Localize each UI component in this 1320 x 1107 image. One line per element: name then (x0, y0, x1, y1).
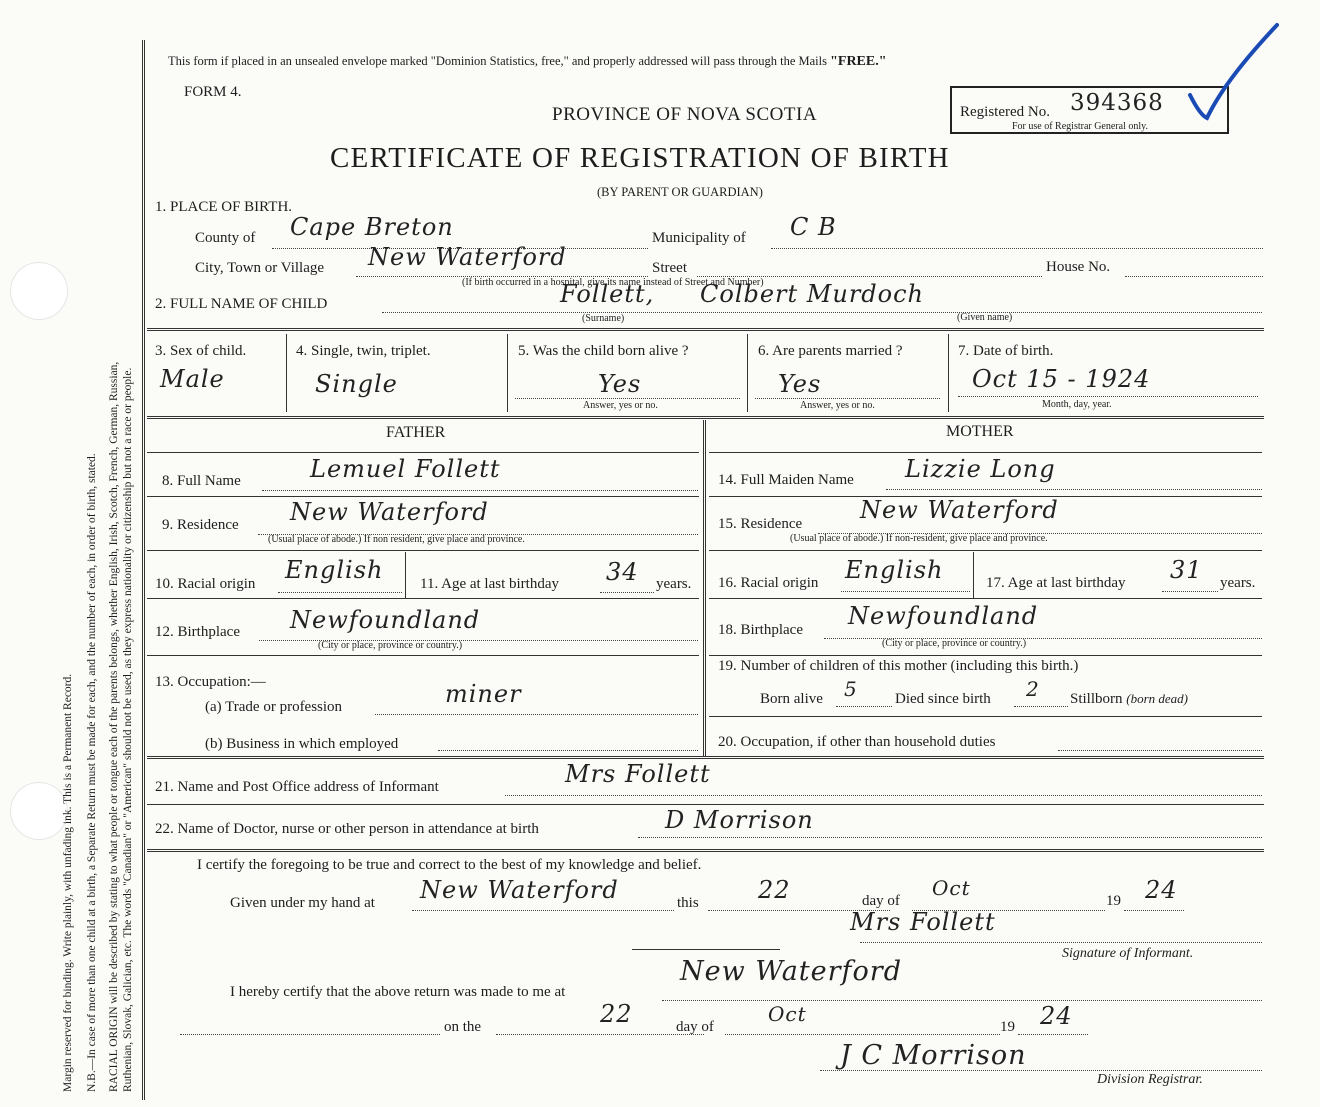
registrar-statement: I hereby certify that the above return was made to me at (230, 984, 566, 1000)
province-heading: PROVINCE OF NOVA SCOTIA (552, 104, 818, 125)
registrar-note: For use of Registrar General only. (1012, 121, 1148, 132)
registration-day: 22 (600, 1000, 633, 1028)
registrar-label: Division Registrar. (1097, 1072, 1203, 1087)
street-label: Street (652, 260, 687, 276)
registrar-place: New Waterford (680, 956, 902, 987)
municipality-label: Municipality of (652, 230, 746, 246)
married-note: Answer, yes or no. (800, 400, 875, 411)
married-label: 6. Are parents married ? (758, 343, 903, 359)
child-name-label: 2. FULL NAME OF CHILD (155, 296, 328, 312)
mother-residence-value: New Waterford (860, 496, 1059, 524)
business-label: (b) Business in which employed (205, 736, 399, 752)
parents-divider (703, 420, 706, 756)
father-name-value: Lemuel Follett (310, 455, 501, 483)
place-heading: 1. PLACE OF BIRTH. (155, 199, 293, 215)
certificate-subtitle: (BY PARENT OR GUARDIAN) (597, 185, 763, 199)
mother-birthplace-label: 18. Birthplace (718, 622, 803, 638)
father-race-label: 10. Racial origin (155, 576, 256, 592)
mail-notice: This form if placed in an unsealed envelope marked "Dominion Statistics, free," and properly addressed will pass through the Mails "FREE." (168, 54, 887, 69)
trade-label: (a) Trade or profession (205, 699, 343, 715)
doctor-value: D Morrison (665, 806, 814, 834)
single-label: 4. Single, twin, triplet. (296, 343, 431, 359)
margin-rule (142, 40, 145, 1100)
margin-note-2: N.B.—In case of more than one child at a birth, a Separate Return must be made for each, and the number of each, in order of birth, stated. (86, 453, 98, 1092)
father-age-value: 34 (606, 558, 639, 586)
dob-note: Month, day, year. (1042, 399, 1112, 410)
doctor-label: 22. Name of Doctor, nurse or other person in attendance at birth (155, 821, 539, 837)
father-name-label: 8. Full Name (162, 473, 241, 489)
father-birthplace-value: Newfoundland (290, 606, 481, 634)
father-occupation-label: 13. Occupation:— (155, 674, 266, 690)
surname-note: (Surname) (582, 313, 625, 324)
certify-statement: I certify the foregoing to be true and correct to the best of my knowledge and belief. (197, 857, 702, 873)
hospital-note: (If birth occurred in a hospital, give its name instead of Street and Number) (462, 277, 764, 288)
born-alive-label: Born alive (760, 691, 823, 707)
mother-birthplace-note: (City or place, province or country.) (882, 638, 1027, 649)
informant-value: Mrs Follett (565, 760, 711, 788)
municipality-value: C B (790, 213, 837, 241)
registration-month: Oct (768, 1002, 807, 1026)
sex-label: 3. Sex of child. (155, 343, 247, 359)
married-value: Yes (778, 370, 822, 398)
given-label: Given under my hand at (230, 895, 375, 911)
mother-occupation-label: 20. Occupation, if other than household duties (718, 734, 996, 750)
house-label: House No. (1046, 259, 1111, 275)
certificate-title: CERTIFICATE OF REGISTRATION OF BIRTH (330, 142, 950, 174)
registered-label: Registered No. (960, 104, 1050, 120)
city-value: New Waterford (368, 243, 567, 271)
sex-value: Male (160, 365, 225, 393)
mother-race-label: 16. Racial origin (718, 575, 819, 591)
mother-name-label: 14. Full Maiden Name (718, 472, 854, 488)
alive-note: Answer, yes or no. (583, 400, 658, 411)
this-label: this (677, 895, 699, 911)
father-residence-note: (Usual place of abode.) If non resident, give place and province. (268, 534, 525, 545)
child-given-name: Colbert Murdoch (700, 280, 925, 308)
child-surname: Follett, (560, 280, 655, 308)
day-of-label: day of (862, 893, 900, 909)
year-prefix: 19 (1106, 893, 1121, 909)
year-value: 24 (1145, 876, 1178, 904)
informant-signature: Mrs Follett (850, 908, 996, 936)
binding-hole-bottom (10, 782, 68, 840)
mother-name-value: Lizzie Long (905, 455, 1056, 483)
margin-note-3: RACIAL ORIGIN will be described by stating to what people or tongue each of the parents belongs, whether English, Irish, Scotch, French, German, Russian, (108, 361, 120, 1092)
day-value: 22 (758, 876, 791, 904)
stillborn-label: Stillborn (born dead) (1070, 691, 1189, 707)
dob-label: 7. Date of birth. (958, 343, 1054, 359)
father-birthplace-note: (City or place, province or country.) (318, 640, 463, 651)
mother-age-value: 31 (1170, 556, 1203, 584)
mother-heading: MOTHER (946, 423, 1014, 440)
margin-note-1: Margin reserved for binding. Write plainly, with unfading ink. This is a Permanent Record. (62, 673, 74, 1092)
margin-note-4: Ruthenian, Slovak, Galician, etc. The words "Canadian" or "American" should not be used, as they express nationality or citizenship but not a race or people. (122, 367, 134, 1092)
mother-residence-note: (Usual place of abode.) If non-resident, give place and province. (790, 533, 1048, 544)
mother-years: years. (1220, 575, 1256, 591)
binding-hole-top (10, 262, 68, 320)
mother-birthplace-value: Newfoundland (848, 602, 1039, 630)
died-label: Died since birth (895, 691, 991, 707)
alive-label: 5. Was the child born alive ? (518, 343, 689, 359)
born-alive-value: 5 (844, 677, 858, 701)
check-mark-icon (1185, 20, 1285, 125)
county-label: County of (195, 230, 256, 246)
signature-label: Signature of Informant. (1062, 946, 1194, 961)
city-label: City, Town or Village (195, 260, 325, 276)
given-note: (Given name) (957, 312, 1013, 323)
reg-day-of-label: day of (676, 1019, 714, 1035)
father-birthplace-label: 12. Birthplace (155, 624, 240, 640)
on-the-label: on the (444, 1019, 482, 1035)
died-value: 2 (1026, 677, 1040, 701)
month-value: Oct (932, 876, 971, 900)
reg-year-prefix: 19 (1000, 1019, 1015, 1035)
mother-race-value: English (845, 556, 944, 584)
father-age-label: 11. Age at last birthday (420, 576, 559, 592)
trade-value: miner (445, 680, 522, 708)
alive-value: Yes (598, 370, 642, 398)
rule-row3-top (147, 328, 1264, 331)
father-years: years. (656, 576, 692, 592)
father-race-value: English (285, 556, 384, 584)
mother-age-label: 17. Age at last birthday (986, 575, 1126, 591)
registered-number: 394368 (1070, 90, 1164, 116)
given-place: New Waterford (420, 876, 619, 904)
father-residence-label: 9. Residence (162, 517, 239, 533)
mother-residence-label: 15. Residence (718, 516, 803, 532)
dob-value: Oct 15 - 1924 (972, 365, 1151, 393)
children-label: 19. Number of children of this mother (including this birth.) (718, 658, 1079, 674)
informant-label: 21. Name and Post Office address of Informant (155, 779, 439, 795)
registration-year: 24 (1040, 1002, 1073, 1030)
father-residence-value: New Waterford (290, 498, 489, 526)
county-value: Cape Breton (290, 213, 454, 241)
father-heading: FATHER (386, 424, 446, 441)
registrar-signature: J C Morrison (840, 1040, 1027, 1071)
form-number: FORM 4. (184, 84, 242, 100)
single-value: Single (315, 370, 398, 398)
